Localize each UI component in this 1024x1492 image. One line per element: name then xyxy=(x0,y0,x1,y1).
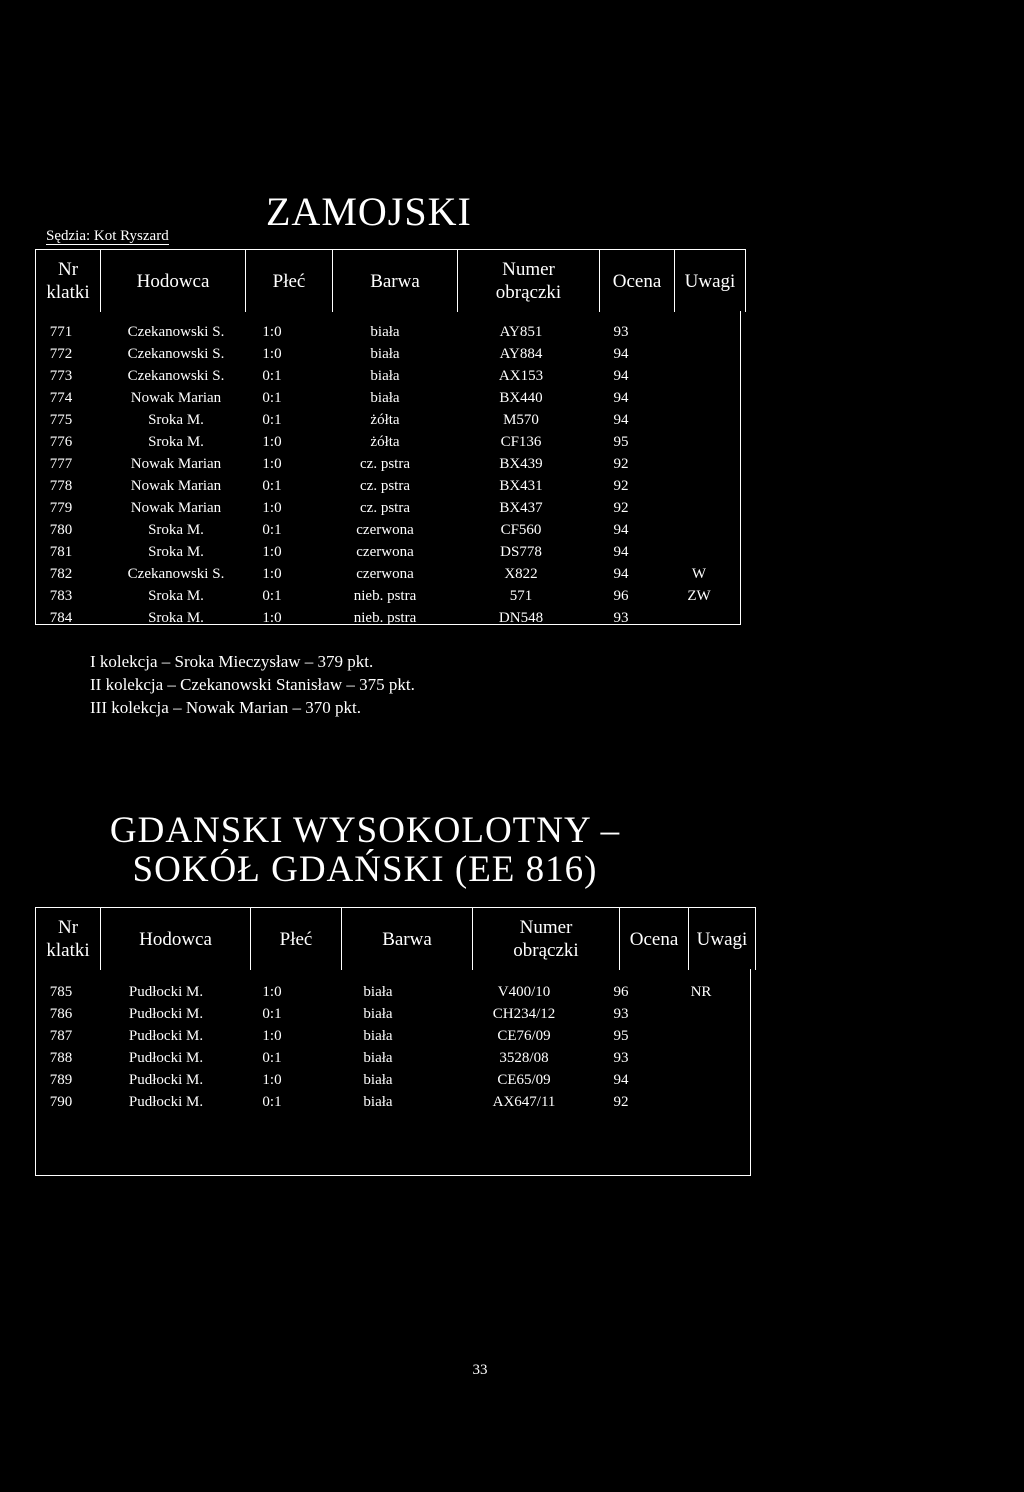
s1-cell-1: Sroka M. xyxy=(148,588,204,604)
table-row xyxy=(36,1047,750,1069)
table-row xyxy=(36,475,740,497)
s1-cell-2: 1:0 xyxy=(262,544,282,560)
collection-summary-3: III kolekcja – Nowak Marian – 370 pkt. xyxy=(90,698,361,717)
s2-cell-4: V400/10 xyxy=(497,984,551,1000)
table-row xyxy=(36,607,740,629)
s2-cell-1: Pudłocki M. xyxy=(128,984,204,1000)
s1-cell-3: nieb. pstra xyxy=(353,588,417,604)
s1-cell-1: Czekanowski S. xyxy=(127,368,225,384)
s1-cell-5: 93 xyxy=(613,324,629,340)
s1-cell-4: M570 xyxy=(503,412,539,428)
s2-cell-4: CE65/09 xyxy=(497,1072,551,1088)
s2-cell-5: 92 xyxy=(613,1094,629,1110)
table-row xyxy=(36,453,740,475)
s2-header-2: Płeć xyxy=(250,908,341,970)
s1-cell-0: 783 xyxy=(49,588,73,604)
s1-cell-5: 94 xyxy=(613,522,629,538)
s2-cell-2: 0:1 xyxy=(262,1006,282,1022)
section2-title-line1: GDANSKI WYSOKOLOTNY – xyxy=(109,810,621,851)
section1-table-header xyxy=(35,249,746,312)
s1-cell-0: 772 xyxy=(49,346,73,362)
s1-cell-2: 1:0 xyxy=(262,346,282,362)
table-row xyxy=(36,981,750,1003)
section2-table-header xyxy=(35,907,756,970)
s1-cell-0: 776 xyxy=(49,434,73,450)
s1-cell-0: 784 xyxy=(49,610,73,626)
s1-cell-0: 775 xyxy=(49,412,73,428)
s1-cell-4: BX440 xyxy=(499,390,543,406)
s1-cell-0: 780 xyxy=(49,522,73,538)
s1-cell-2: 0:1 xyxy=(262,522,282,538)
s2-cell-5: 95 xyxy=(613,1028,629,1044)
s2-cell-0: 788 xyxy=(49,1050,73,1066)
s2-cell-0: 789 xyxy=(49,1072,73,1088)
s2-cell-5: 93 xyxy=(613,1050,629,1066)
s1-cell-1: Czekanowski S. xyxy=(127,324,225,340)
s2-header-3: Barwa xyxy=(341,908,472,970)
s1-cell-2: 0:1 xyxy=(262,368,282,384)
s1-cell-3: biała xyxy=(370,346,400,362)
table-row xyxy=(36,365,740,387)
s1-cell-4: AX153 xyxy=(498,368,544,384)
s1-cell-5: 92 xyxy=(613,456,629,472)
collection-summary-2: II kolekcja – Czekanowski Stanisław – 375 pkt. xyxy=(90,675,415,694)
s2-cell-0: 786 xyxy=(49,1006,73,1022)
s1-cell-1: Sroka M. xyxy=(148,434,204,450)
s1-cell-6: W xyxy=(691,566,707,582)
s1-cell-4: AY851 xyxy=(499,324,543,340)
s1-header-0: Nr klatki xyxy=(35,250,100,312)
s1-cell-3: biała xyxy=(370,368,400,384)
table-row xyxy=(36,1025,750,1047)
s1-header-5: Ocena xyxy=(599,250,674,312)
s1-cell-1: Nowak Marian xyxy=(130,478,222,494)
table-row xyxy=(36,431,740,453)
table-row xyxy=(36,585,740,607)
s1-cell-1: Nowak Marian xyxy=(130,390,222,406)
s2-cell-3: biała xyxy=(363,1094,393,1110)
s1-cell-2: 1:0 xyxy=(262,566,282,582)
s2-cell-5: 96 xyxy=(613,984,629,1000)
section2-title-line2: SOKÓŁ GDAŃSKI (EE 816) xyxy=(132,849,598,890)
table-row xyxy=(36,387,740,409)
s1-cell-3: cz. pstra xyxy=(360,456,410,472)
s2-header-6: Uwagi xyxy=(688,908,756,970)
s1-cell-4: 571 xyxy=(509,588,533,604)
s1-cell-2: 0:1 xyxy=(262,588,282,604)
s2-cell-1: Pudłocki M. xyxy=(128,1028,204,1044)
s2-cell-1: Pudłocki M. xyxy=(128,1050,204,1066)
table-row xyxy=(36,321,740,343)
s2-cell-4: CE76/09 xyxy=(497,1028,551,1044)
s2-header-5: Ocena xyxy=(619,908,688,970)
s1-cell-3: żółta xyxy=(370,434,400,450)
s2-cell-2: 0:1 xyxy=(262,1050,282,1066)
s1-cell-4: CF560 xyxy=(500,522,542,538)
s1-cell-1: Sroka M. xyxy=(148,610,204,626)
s1-cell-5: 94 xyxy=(613,412,629,428)
s1-cell-0: 771 xyxy=(49,324,73,340)
table-row xyxy=(36,343,740,365)
s1-cell-5: 92 xyxy=(613,478,629,494)
s1-header-4: Numer obrączki xyxy=(457,250,599,312)
s2-cell-3: biała xyxy=(363,1028,393,1044)
table-row xyxy=(36,1069,750,1091)
s1-cell-5: 94 xyxy=(613,346,629,362)
s2-cell-2: 0:1 xyxy=(262,1094,282,1110)
s1-cell-3: cz. pstra xyxy=(360,478,410,494)
section1-title: ZAMOJSKI xyxy=(266,189,472,234)
table-row xyxy=(36,541,740,563)
s2-cell-0: 785 xyxy=(49,984,73,1000)
s1-cell-1: Sroka M. xyxy=(148,412,204,428)
s2-cell-2: 1:0 xyxy=(262,984,282,1000)
s2-cell-4: CH234/12 xyxy=(492,1006,556,1022)
s1-cell-5: 92 xyxy=(613,500,629,516)
s1-cell-4: BX437 xyxy=(499,500,543,516)
s1-cell-5: 95 xyxy=(613,434,629,450)
s1-cell-4: CF136 xyxy=(500,434,542,450)
s1-cell-3: żółta xyxy=(370,412,400,428)
s1-cell-0: 777 xyxy=(49,456,73,472)
s2-cell-1: Pudłocki M. xyxy=(128,1006,204,1022)
s2-header-0: Nr klatki xyxy=(35,908,100,970)
s1-cell-2: 1:0 xyxy=(262,500,282,516)
s2-header-1: Hodowca xyxy=(100,908,250,970)
s1-cell-5: 93 xyxy=(613,610,629,626)
s1-cell-1: Sroka M. xyxy=(148,522,204,538)
s1-cell-3: biała xyxy=(370,324,400,340)
s1-cell-4: BX439 xyxy=(499,456,543,472)
page-number: 33 xyxy=(472,1362,488,1378)
s1-header-1: Hodowca xyxy=(100,250,245,312)
table-row xyxy=(36,497,740,519)
s2-cell-1: Pudłocki M. xyxy=(128,1094,204,1110)
s1-cell-5: 94 xyxy=(613,390,629,406)
section1-table-body xyxy=(35,311,741,625)
s1-cell-4: X822 xyxy=(504,566,538,582)
table-row xyxy=(36,1003,750,1025)
s1-cell-2: 0:1 xyxy=(262,390,282,406)
judge-label: Sędzia: Kot Ryszard xyxy=(46,228,169,244)
s2-cell-4: 3528/08 xyxy=(499,1050,549,1066)
s1-cell-3: czerwona xyxy=(356,544,414,560)
s2-cell-2: 1:0 xyxy=(262,1072,282,1088)
s1-cell-3: nieb. pstra xyxy=(353,610,417,626)
s1-cell-2: 0:1 xyxy=(262,478,282,494)
s1-cell-0: 774 xyxy=(49,390,73,406)
s1-cell-5: 94 xyxy=(613,566,629,582)
s2-cell-1: Pudłocki M. xyxy=(128,1072,204,1088)
s1-cell-4: DN548 xyxy=(498,610,544,626)
s2-cell-6: NR xyxy=(690,984,712,1000)
s1-cell-5: 94 xyxy=(613,544,629,560)
s1-cell-0: 779 xyxy=(49,500,73,516)
s2-cell-5: 93 xyxy=(613,1006,629,1022)
s2-cell-0: 787 xyxy=(49,1028,73,1044)
s1-cell-3: czerwona xyxy=(356,566,414,582)
s2-header-4: Numer obrączki xyxy=(472,908,619,970)
s1-cell-4: DS778 xyxy=(500,544,542,560)
s2-cell-5: 94 xyxy=(613,1072,629,1088)
s1-cell-0: 773 xyxy=(49,368,73,384)
s1-cell-0: 778 xyxy=(49,478,73,494)
s1-cell-1: Czekanowski S. xyxy=(127,346,225,362)
s1-cell-2: 1:0 xyxy=(262,324,282,340)
s1-cell-4: AY884 xyxy=(499,346,543,362)
s2-cell-2: 1:0 xyxy=(262,1028,282,1044)
s1-cell-5: 96 xyxy=(613,588,629,604)
s1-cell-3: biała xyxy=(370,390,400,406)
s1-cell-2: 0:1 xyxy=(262,412,282,428)
s1-header-3: Barwa xyxy=(332,250,457,312)
s2-cell-3: biała xyxy=(363,1072,393,1088)
s1-cell-0: 782 xyxy=(49,566,73,582)
s1-cell-2: 1:0 xyxy=(262,434,282,450)
s1-cell-2: 1:0 xyxy=(262,610,282,626)
s1-cell-4: BX431 xyxy=(499,478,543,494)
s1-cell-1: Sroka M. xyxy=(148,544,204,560)
s1-cell-3: cz. pstra xyxy=(360,500,410,516)
s1-header-2: Płeć xyxy=(245,250,332,312)
s1-cell-1: Nowak Marian xyxy=(130,456,222,472)
table-row xyxy=(36,519,740,541)
table-row xyxy=(36,563,740,585)
s1-cell-1: Czekanowski S. xyxy=(127,566,225,582)
section2-table-body xyxy=(35,969,751,1176)
table-row xyxy=(36,1091,750,1113)
table-row xyxy=(36,409,740,431)
s1-cell-1: Nowak Marian xyxy=(130,500,222,516)
s2-cell-3: biała xyxy=(363,1050,393,1066)
s2-cell-4: AX647/11 xyxy=(492,1094,556,1110)
s1-cell-2: 1:0 xyxy=(262,456,282,472)
s1-cell-3: czerwona xyxy=(356,522,414,538)
s2-cell-3: biała xyxy=(363,1006,393,1022)
s1-cell-5: 94 xyxy=(613,368,629,384)
collection-summary-1: I kolekcja – Sroka Mieczysław – 379 pkt. xyxy=(90,652,374,671)
s1-cell-0: 781 xyxy=(49,544,73,560)
s2-cell-0: 790 xyxy=(49,1094,73,1110)
s1-header-6: Uwagi xyxy=(674,250,746,312)
s1-cell-6: ZW xyxy=(687,588,711,604)
s2-cell-3: biała xyxy=(363,984,393,1000)
